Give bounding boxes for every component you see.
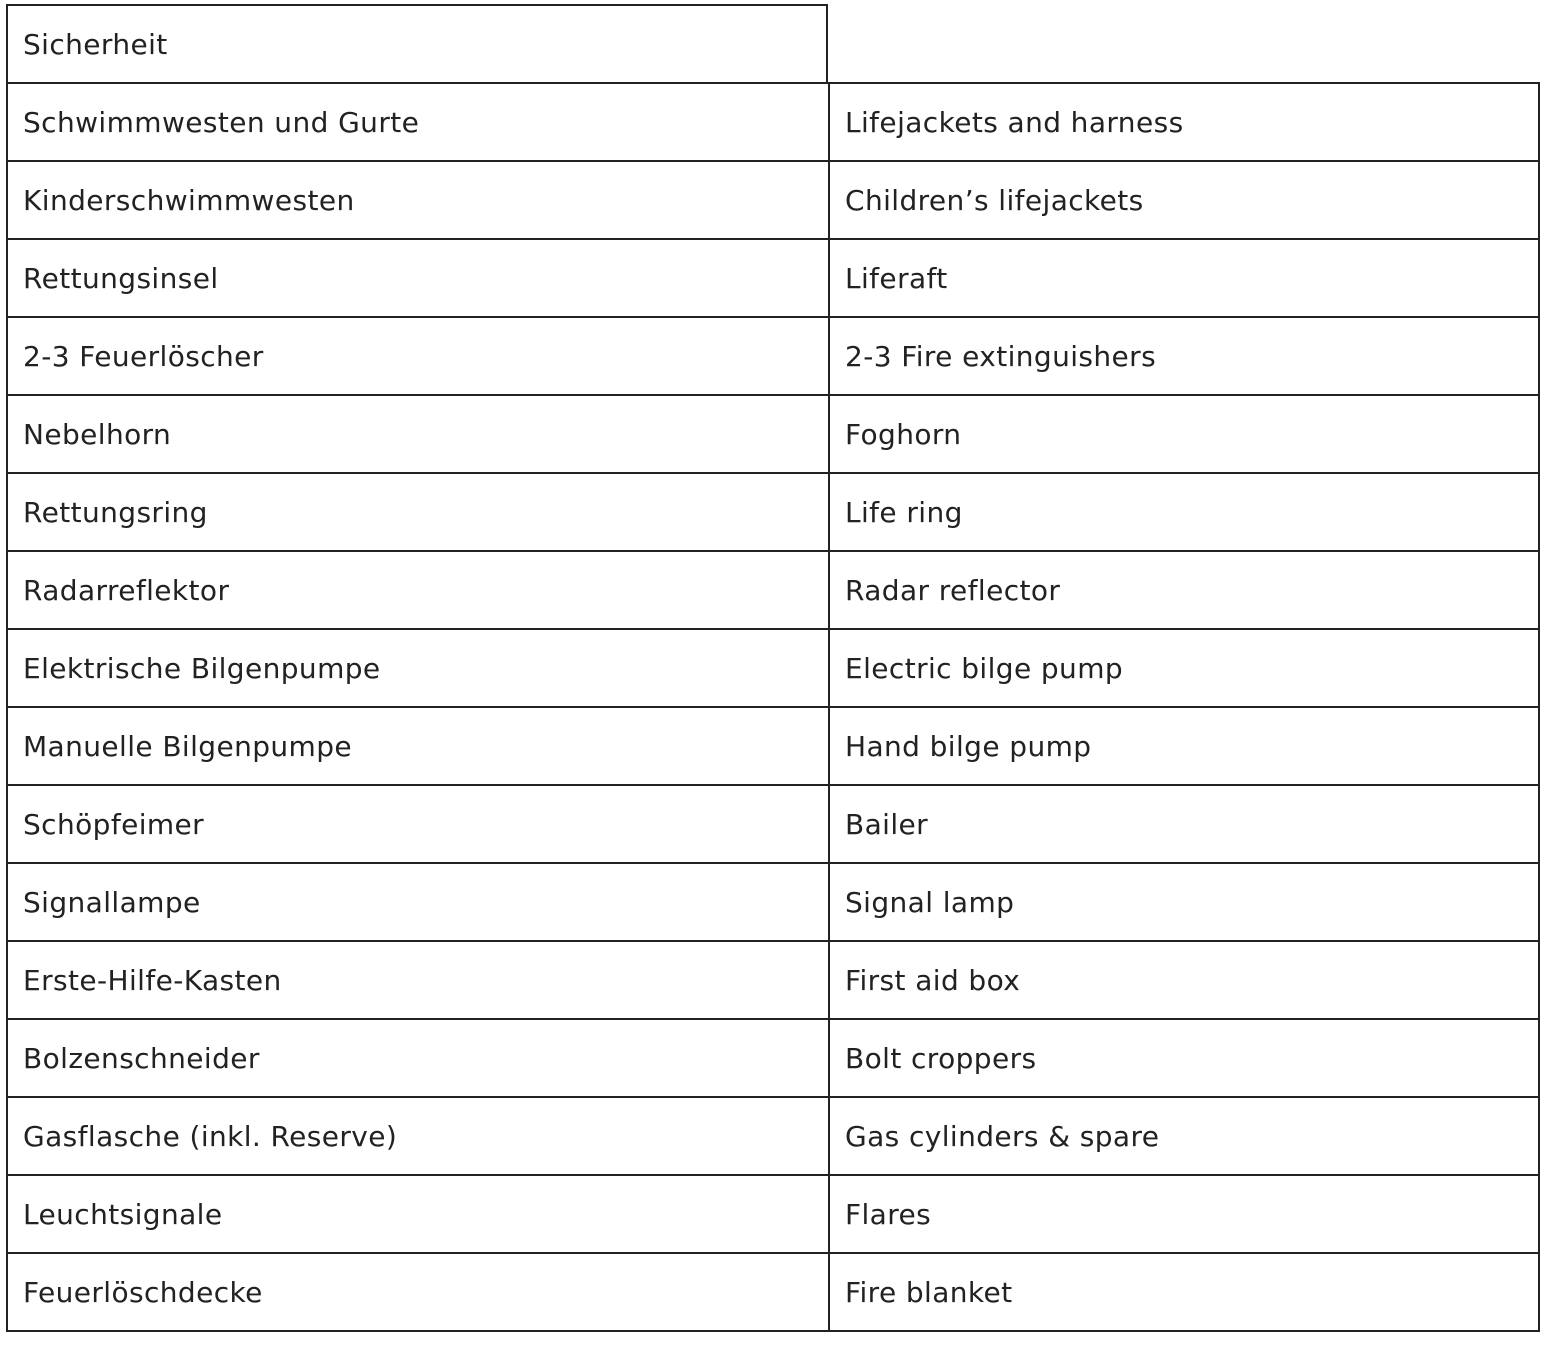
english-term-cell: Flares <box>829 1175 1539 1253</box>
english-term-cell: Liferaft <box>829 239 1539 317</box>
table-row <box>7 83 1539 161</box>
table-header-cell: Sicherheit <box>6 4 828 84</box>
table-row <box>7 239 1539 317</box>
table-row <box>7 785 1539 863</box>
table-row <box>7 863 1539 941</box>
table-row <box>7 317 1539 395</box>
equipment-table <box>6 82 1540 1332</box>
english-term-cell: Fire blanket <box>829 1253 1539 1331</box>
english-term-cell: Children’s lifejackets <box>829 161 1539 239</box>
table-row <box>7 1175 1539 1253</box>
english-term-cell: Radar reflector <box>829 551 1539 629</box>
german-term-cell: Schwimmwesten und Gurte <box>7 83 829 161</box>
table-row <box>7 161 1539 239</box>
english-term-cell: Foghorn <box>829 395 1539 473</box>
english-term-cell: Hand bilge pump <box>829 707 1539 785</box>
table-row <box>7 473 1539 551</box>
table-row <box>7 707 1539 785</box>
table-row <box>7 1097 1539 1175</box>
table-row <box>7 629 1539 707</box>
german-term-cell: Signallampe <box>7 863 829 941</box>
german-term-cell: Rettungsinsel <box>7 239 829 317</box>
table-row <box>7 941 1539 1019</box>
english-term-cell: Bolt croppers <box>829 1019 1539 1097</box>
english-term-cell: Electric bilge pump <box>829 629 1539 707</box>
german-term-cell: Manuelle Bilgenpumpe <box>7 707 829 785</box>
table-row <box>7 551 1539 629</box>
english-term-cell: 2-3 Fire extinguishers <box>829 317 1539 395</box>
german-term-cell: Rettungsring <box>7 473 829 551</box>
english-term-cell: Gas cylinders & spare <box>829 1097 1539 1175</box>
german-term-cell: Nebelhorn <box>7 395 829 473</box>
table-row <box>7 1253 1539 1331</box>
german-term-cell: Gasflasche (inkl. Reserve) <box>7 1097 829 1175</box>
english-term-cell: Life ring <box>829 473 1539 551</box>
safety-equipment-table <box>6 4 1538 1332</box>
english-term-cell: First aid box <box>829 941 1539 1019</box>
german-term-cell: Elektrische Bilgenpumpe <box>7 629 829 707</box>
german-term-cell: Schöpfeimer <box>7 785 829 863</box>
english-term-cell: Bailer <box>829 785 1539 863</box>
table-row <box>7 1019 1539 1097</box>
english-term-cell: Signal lamp <box>829 863 1539 941</box>
english-term-cell: Lifejackets and harness <box>829 83 1539 161</box>
german-term-cell: Radarreflektor <box>7 551 829 629</box>
german-term-cell: Kinderschwimmwesten <box>7 161 829 239</box>
german-term-cell: Erste-Hilfe-Kasten <box>7 941 829 1019</box>
german-term-cell: 2-3 Feuerlöscher <box>7 317 829 395</box>
german-term-cell: Bolzenschneider <box>7 1019 829 1097</box>
table-row <box>7 395 1539 473</box>
german-term-cell: Feuerlöschdecke <box>7 1253 829 1331</box>
german-term-cell: Leuchtsignale <box>7 1175 829 1253</box>
